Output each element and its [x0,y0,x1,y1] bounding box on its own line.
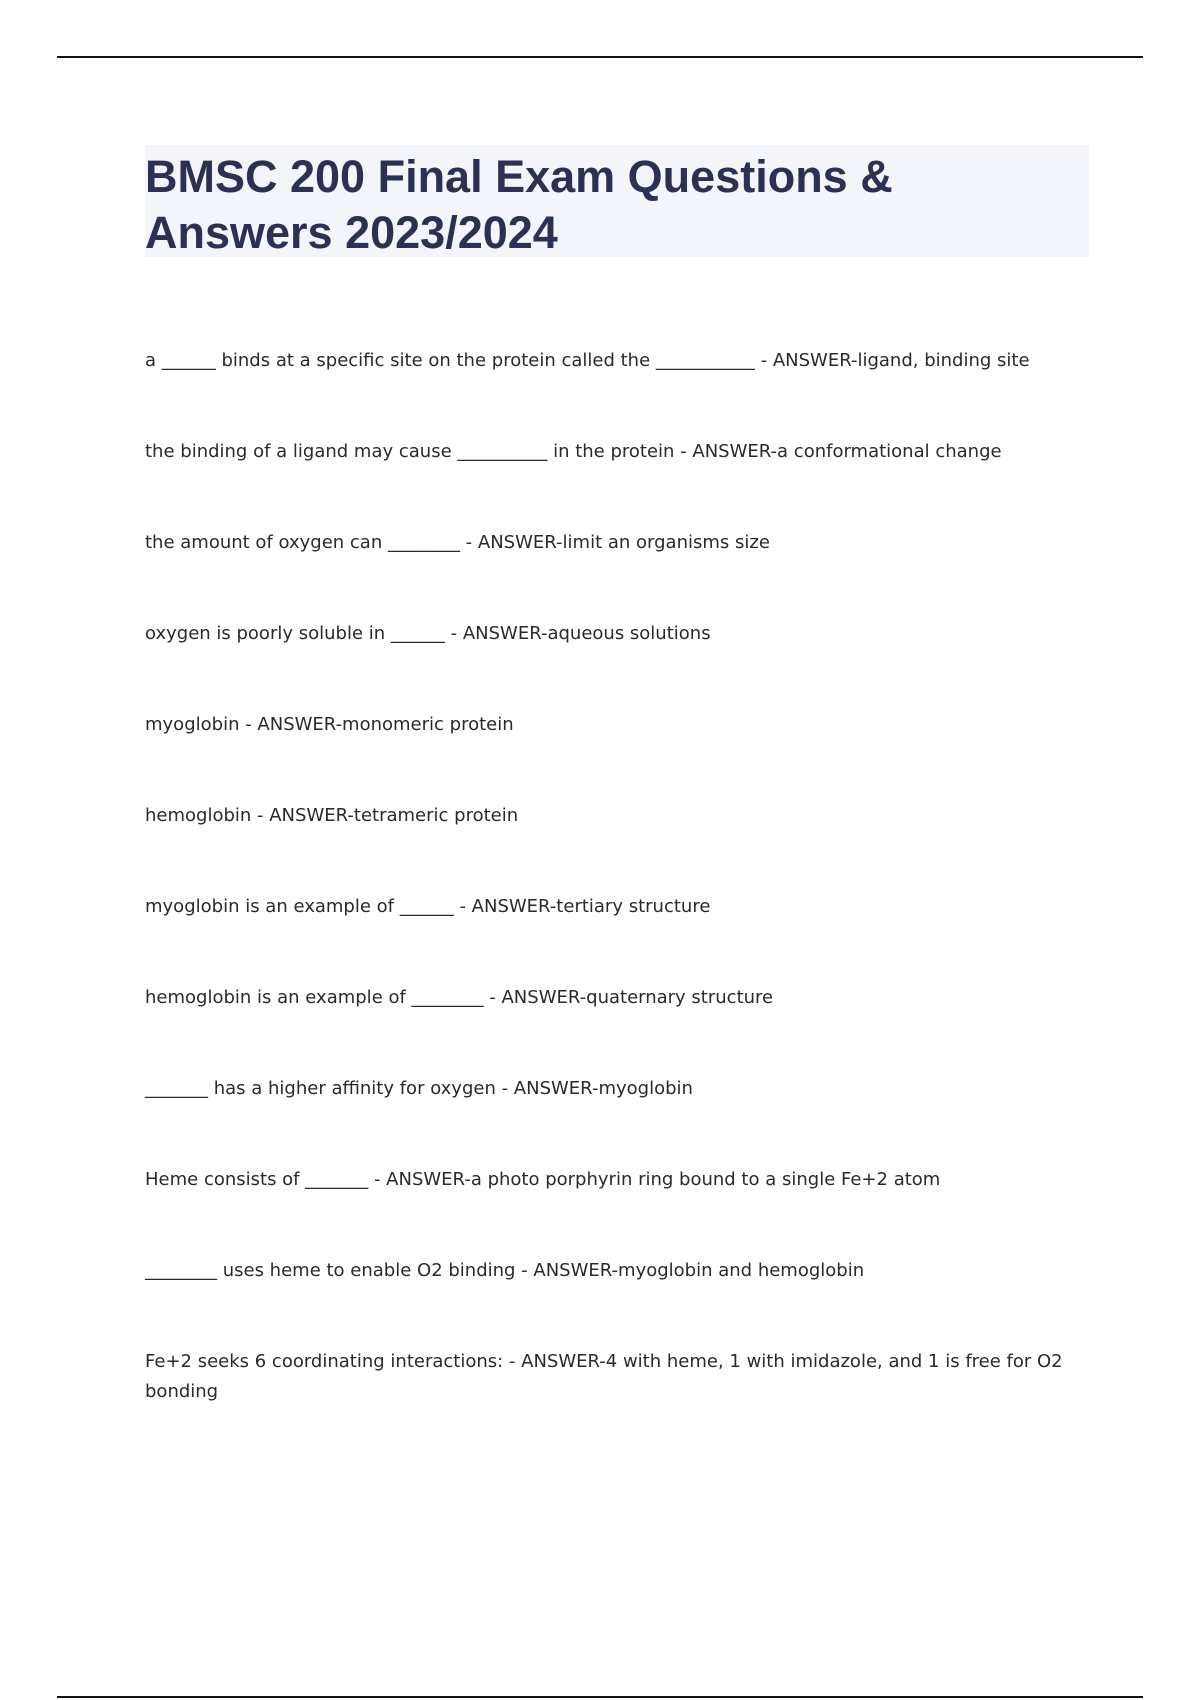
qa-item-10: Heme consists of _______ - ANSWER-a photo porphyrin ring bound to a single Fe+2 atom [145,1169,941,1190]
qa-item-11: ________ uses heme to enable O2 binding - ANSWER-myoglobin and hemoglobin [145,1260,865,1281]
qa-item-6: hemoglobin - ANSWER-tetrameric protein [145,805,519,826]
title-banner [145,145,1089,257]
document-title: BMSC 200 Final Exam Questions & Answers 2023/2024 [145,151,893,258]
bottom-divider [57,1696,1143,1698]
qa-item-12: Fe+2 seeks 6 coordinating interactions: - ANSWER-4 with heme, 1 with imidazole, and 1 is free for O2 bonding [145,1351,1063,1402]
qa-item-7: myoglobin is an example of ______ - ANSWER-tertiary structure [145,896,711,917]
qa-item-3: the amount of oxygen can ________ - ANSWER-limit an organisms size [145,532,770,553]
qa-item-4: oxygen is poorly soluble in ______ - ANSWER-aqueous solutions [145,623,711,644]
top-divider [57,56,1143,58]
qa-item-2: the binding of a ligand may cause __________ in the protein - ANSWER-a conformational change [145,441,1002,462]
qa-item-1: a ______ binds at a specific site on the protein called the ___________ - ANSWER-ligand, binding site [145,350,1030,371]
qa-item-9: _______ has a higher affinity for oxygen - ANSWER-myoglobin [145,1078,693,1099]
qa-item-8: hemoglobin is an example of ________ - ANSWER-quaternary structure [145,987,774,1008]
qa-list [145,346,1085,1407]
qa-item-5: myoglobin - ANSWER-monomeric protein [145,714,514,735]
